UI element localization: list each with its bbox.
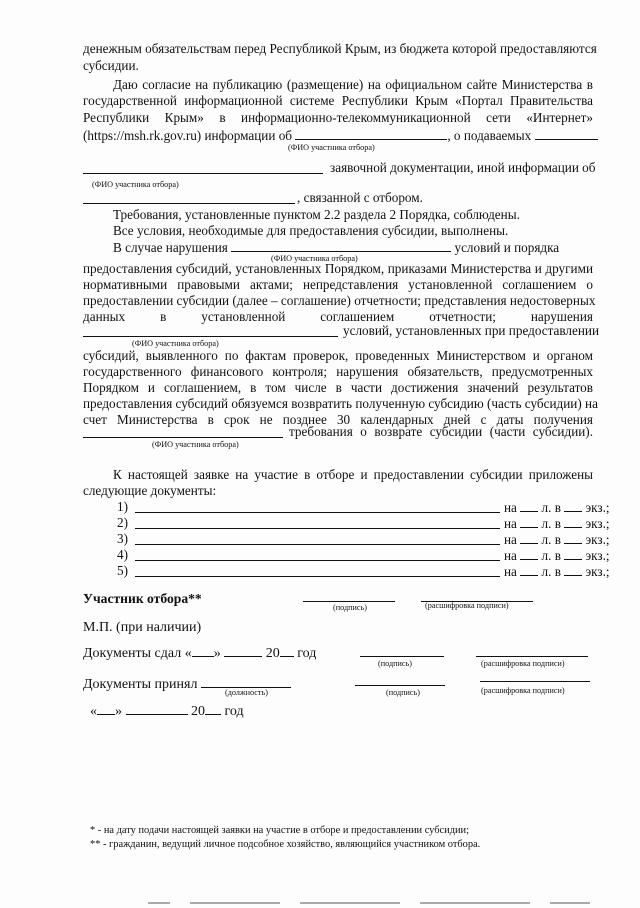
text-fragment: экз.; [585,532,610,547]
text-line: нормативными правовыми актами; непредставления установленной соглашением о [83,277,593,292]
handed-line [83,644,343,660]
text-fragment: на [504,564,517,579]
text-line: счет Министерства в срок не позднее 30 календарных дней с даты получения [83,412,593,427]
copies-blank[interactable] [564,547,582,560]
text-fragment: Документы принял [83,677,198,692]
text-line [113,239,583,255]
text-fragment: Документы сдал « [83,646,192,661]
text-fragment: экз.; [585,548,610,563]
document-name-blank[interactable] [135,512,500,513]
position-blank[interactable] [201,675,291,688]
attachment-row [83,499,610,515]
document-name-blank[interactable] [135,560,500,561]
scan-edge-mark [300,902,400,904]
copies-blank[interactable] [564,499,582,512]
text-line: Даю согласие на публикацию (размещение) на официальном сайте Министерства в [113,77,593,92]
document-name-blank[interactable] [135,576,500,577]
signature-line[interactable] [303,601,395,602]
attachment-tail [504,547,610,564]
fio-blank[interactable] [295,127,447,140]
year-blank[interactable] [280,644,294,657]
text-fragment: на [504,516,517,531]
field-caption: (ФИО участника отбора) [271,254,358,263]
sheets-blank[interactable] [520,563,538,576]
footnote-1: * - на дату подачи настоящей заявки на участие в отборе и предоставлении субсидии; [90,825,469,836]
text-fragment: В случае нарушения [113,240,228,255]
text-line: денежным обязательствам перед Республикой Крым, из бюджета которой предоставляются [83,41,597,56]
fio-blank[interactable] [83,203,295,204]
text-fragment: л. в [541,564,561,579]
text-fragment: 20 [265,646,280,661]
blank-line[interactable] [535,127,598,140]
participant-label: Участник отбора** [83,591,202,606]
text-fragment: экз.; [585,500,610,515]
text-line: , связанной с отбором. [297,190,423,205]
signature-caption: (подпись) [378,659,412,668]
decode-caption: (расшифровка подписи) [425,601,509,610]
attachment-tail [504,563,610,580]
date-line [90,702,290,718]
text-fragment: год [297,646,317,661]
document-name-blank[interactable] [135,544,500,545]
scan-edge-mark [420,902,530,904]
text-line: государственной информационной системе Республики Крым «Портал Правительства [83,93,593,108]
decode-caption: (расшифровка подписи) [481,686,565,695]
text-fragment: , о подаваемых [447,128,532,143]
text-line: К настоящей заявке на участие в отборе и предоставлении субсидии приложены [113,467,593,482]
signature-caption: (подпись) [333,603,367,612]
text-fragment: условий и порядка [454,240,560,255]
text-fragment: на [504,500,517,515]
text-fragment: на [504,548,517,563]
scan-edge-mark [550,902,590,904]
document-name-blank[interactable] [135,528,500,529]
text-line: субсидий, выявленного по фактам проверок, проведенных Министерством и органом [83,348,593,363]
text-line: требования о возврате субсидии (части субсидии). [289,424,593,439]
fio-blank[interactable] [83,336,338,337]
sheets-blank[interactable] [520,547,538,560]
attachment-number: 4) [117,547,128,562]
text-line: предоставления субсидий обязуемся возвратить полученную субсидию (часть субсидии) на [83,396,598,411]
text-line: условий, установленных при предоставлении [343,323,600,338]
attachment-number: 5) [117,563,128,578]
fio-blank[interactable] [83,173,323,174]
text-fragment: (https://msh.rk.gov.ru) информации об [83,128,293,143]
text-fragment: « [90,704,97,719]
text-fragment: год [224,704,244,719]
fio-blank[interactable] [231,239,451,252]
field-caption: (ФИО участника отбора) [288,143,375,152]
sheets-blank[interactable] [520,531,538,544]
stamp-label: М.П. (при наличии) [83,620,202,635]
decode-caption: (расшифровка подписи) [481,659,565,668]
sheets-blank[interactable] [520,515,538,528]
fio-blank[interactable] [83,437,283,438]
attachment-row [83,547,610,563]
text-fragment: на [504,532,517,547]
scan-edge-mark [148,902,170,904]
text-fragment: л. в [541,532,561,547]
text-fragment: л. в [541,516,561,531]
text-line: Порядком и соглашением, в том числе в части достижения значений результатов [83,380,593,395]
position-caption: (должность) [225,688,268,697]
text-line: субсидии. [83,58,139,73]
text-fragment: » [115,704,122,719]
text-fragment: л. в [541,548,561,563]
text-fragment: » [213,646,221,661]
text-line: предоставлении субсидии (далее – соглашение) отчетности; представления недостоверных [83,293,596,308]
attachment-tail [504,531,610,548]
text-line: заявочной документации, иной информации об [330,160,596,175]
text-line: данных в установленной соглашением отчетности; нарушения [83,309,593,324]
field-caption: (ФИО участника отбора) [152,440,239,449]
attachment-row [83,563,610,579]
day-blank[interactable] [192,644,214,657]
text-fragment: экз.; [585,564,610,579]
scan-edge-mark [190,902,280,904]
attachment-tail [504,515,610,532]
accepted-line [83,675,323,691]
footnote-2: ** - гражданин, ведущий личное подсобное хозяйство, являющийся участником отбора. [90,839,481,850]
text-fragment: л. в [541,500,561,515]
month-blank[interactable] [126,702,188,715]
attachment-number: 2) [117,515,128,530]
attachment-row [83,515,610,531]
text-fragment: 20 [191,704,205,719]
text-line: предоставления субсидий, установленных Порядком, приказами Министерства и другими [83,261,593,276]
month-blank[interactable] [224,644,262,657]
copies-blank[interactable] [564,563,582,576]
field-caption: (ФИО участника отбора) [92,180,179,189]
text-line: Требования, установленные пунктом 2.2 раздела 2 Порядка, соблюдены. [113,207,520,222]
text-line [83,127,593,143]
signature-line[interactable] [355,685,445,686]
text-line: Республики Крым» в информационно-телекоммуникационной сети «Интернет» [83,110,593,125]
attachment-number: 3) [117,531,128,546]
signature-caption: (подпись) [386,688,420,697]
signature-line[interactable] [360,656,444,657]
attachment-tail [504,499,610,516]
attachment-number: 1) [117,499,128,514]
signature-decode-line[interactable] [476,656,588,657]
copies-blank[interactable] [564,531,582,544]
text-line: Все условия, необходимые для предоставления субсидии, выполнены. [113,223,509,238]
sheets-blank[interactable] [520,499,538,512]
copies-blank[interactable] [564,515,582,528]
field-caption: (ФИО участника отбора) [132,339,219,348]
text-fragment: экз.; [585,516,610,531]
attachment-row [83,531,610,547]
text-line: государственного финансового контроля; нарушения обязательств, предусмотренных [83,364,593,379]
day-blank[interactable] [97,702,115,715]
year-blank[interactable] [205,702,221,715]
text-line: следующие документы: [83,483,217,498]
signature-decode-line[interactable] [480,681,590,682]
